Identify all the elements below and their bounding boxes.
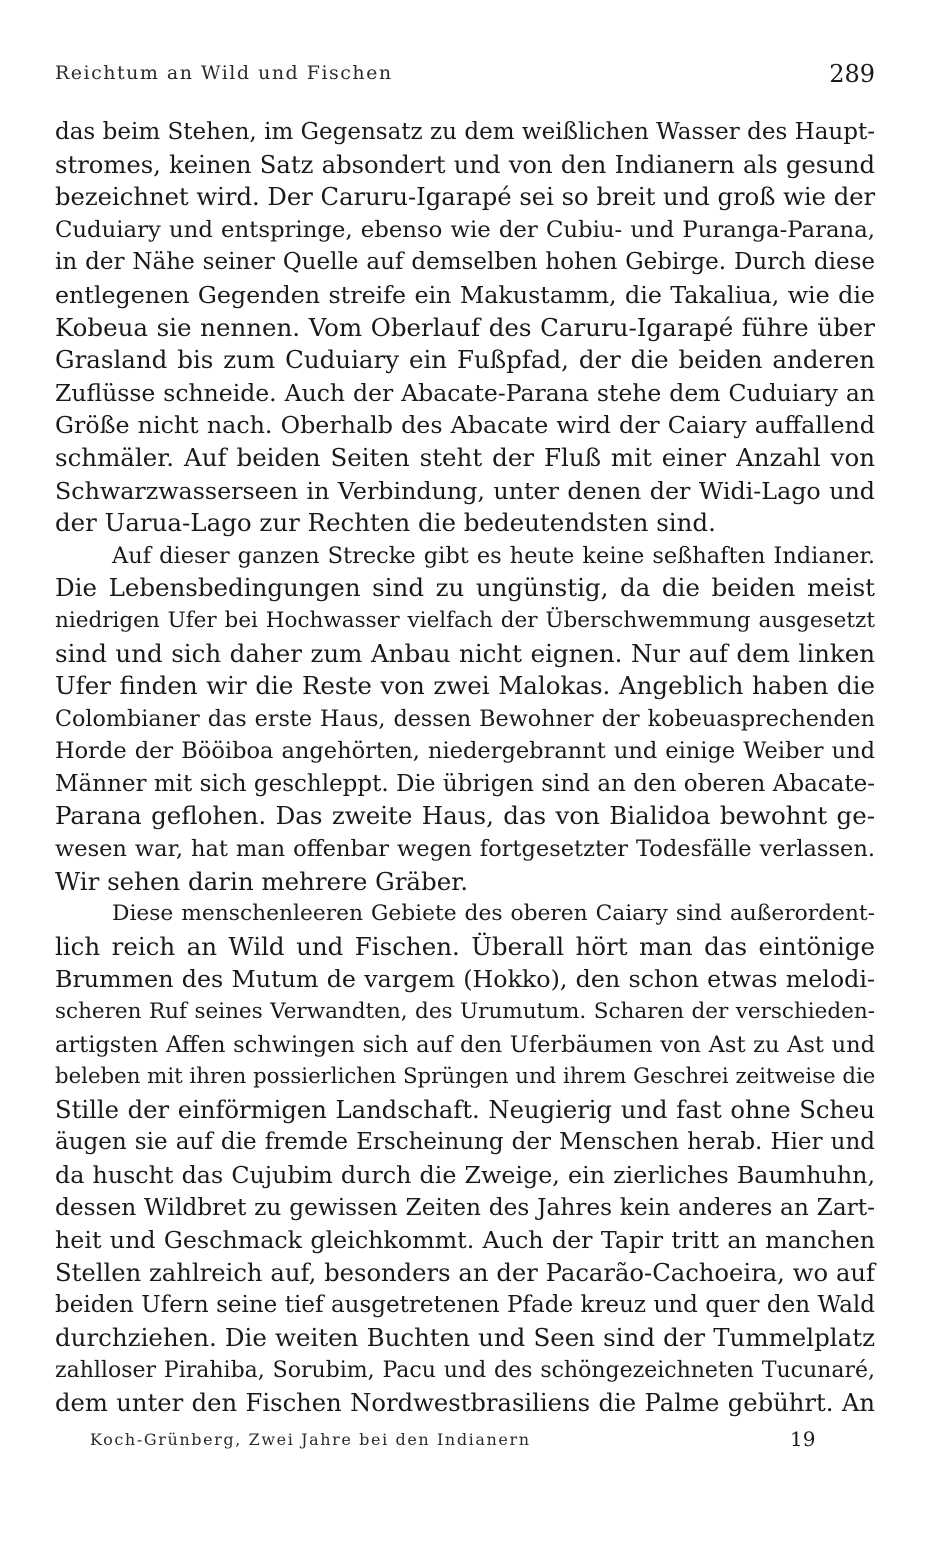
text-line: stromes, keinen Satz absondert und von den Indianern als gesund <box>55 149 875 179</box>
text-line: durchziehen. Die weiten Buchten und Seen sind der Tummelplatz <box>55 1322 875 1352</box>
text-line: äugen sie auf die fremde Erscheinung der Menschen herab. Hier und <box>55 1129 875 1156</box>
text-line: dem unter den Fischen Nordwestbrasiliens die Palme gebührt. An <box>55 1388 875 1418</box>
text-line: schmäler. Auf beiden Seiten steht der Fluß mit einer Anzahl von <box>55 442 875 472</box>
text-line: Horde der Bööiboa angehörten, niedergebrannt und einige Weiber und <box>55 738 875 765</box>
text-line: Schwarzwasserseen in Verbindung, unter denen der Widi-Lago und <box>55 476 875 505</box>
text-line: artigsten Affen schwingen sich auf den Uferbäumen von Ast zu Ast und <box>55 1031 875 1058</box>
signature-number: 19 <box>790 1427 816 1451</box>
text-line: lich reich an Wild und Fischen. Überall hört man das eintönige <box>55 931 875 961</box>
text-line: Cuduiary und entspringe, ebenso wie der Cubiu- und Puranga-Parana, <box>55 216 875 243</box>
text-line: Colombianer das erste Haus, dessen Bewohner der kobeuasprechenden <box>55 705 875 732</box>
text-line: Männer mit sich geschleppt. Die übrigen sind an den oberen Abacate- <box>55 770 875 797</box>
signature-text: Koch-Grünberg, Zwei Jahre bei den Indianern <box>90 1430 531 1449</box>
paragraph <box>55 116 875 540</box>
text-line: Stille der einförmigen Landschaft. Neugierig und fast ohne Scheu <box>55 1094 875 1124</box>
text-line: das beim Stehen, im Gegensatz zu dem weißlichen Wasser des Haupt- <box>55 119 875 145</box>
printer-signature <box>90 1427 816 1456</box>
text-line: Zuflüsse schneide. Auch der Abacate-Parana stehe dem Cuduiary an <box>55 378 875 407</box>
text-line: Brummen des Mutum de vargem (Hokko), den schon etwas melodi- <box>55 965 875 994</box>
text-line: heit und Geschmack gleichkommt. Auch der Tapir tritt an manchen <box>55 1226 875 1255</box>
running-title: Reichtum an Wild und Fischen <box>55 62 393 84</box>
text-line: Die Lebensbedingungen sind zu ungünstig, da die beiden meist <box>55 573 875 603</box>
text-line: Auf dieser ganzen Strecke gibt es heute keine seßhaften Indianer. <box>112 542 875 569</box>
text-line: Wir sehen darin mehrere Gräber. <box>55 866 469 896</box>
text-line: entlegenen Gegenden streife ein Makustamm, die Takaliua, wie die <box>55 280 875 309</box>
text-line: Größe nicht nach. Oberhalb des Abacate wird der Caiary auffallend <box>55 411 875 440</box>
text-line: Grasland bis zum Cuduiary ein Fußpfad, der die beiden anderen <box>55 345 875 375</box>
text-line: in der Nähe seiner Quelle auf demselben hohen Gebirge. Durch diese <box>55 249 875 276</box>
text-line: niedrigen Ufer bei Hochwasser vielfach der Überschwemmung ausgesetzt <box>55 607 875 633</box>
text-line: Kobeua sie nennen. Vom Oberlauf des Caruru-Igarapé führe über <box>55 312 875 342</box>
text-line: Ufer finden wir die Reste von zwei Malokas. Angeblich haben die <box>55 671 875 701</box>
text-line: zahlloser Pirahiba, Sorubim, Pacu und des schöngezeichneten Tucunaré, <box>55 1357 875 1383</box>
text-line: beleben mit ihren possierlichen Sprüngen und ihrem Geschrei zeitweise die <box>55 1064 876 1090</box>
paragraph <box>55 898 875 1420</box>
page-number: 289 <box>829 60 875 88</box>
text-line: da huscht das Cujubim durch die Zweige, ein zierliches Baumhuhn, <box>55 1161 875 1189</box>
text-line: sind und sich daher zum Anbau nicht eignen. Nur auf dem linken <box>55 638 875 668</box>
paragraph <box>55 540 875 899</box>
text-line: bezeichnet wird. Der Caruru-Igarapé sei so breit und groß wie der <box>55 182 876 212</box>
text-line: beiden Ufern seine tief ausgetretenen Pfade kreuz und quer den Wald <box>55 1292 875 1319</box>
running-head <box>55 62 875 92</box>
text-line: Stellen zahlreich auf, besonders an der Pacarão-Cachoeira, wo auf <box>55 1257 875 1287</box>
text-line: wesen war, hat man offenbar wegen fortgesetzter Todesfälle verlassen. <box>55 836 875 863</box>
text-line: dessen Wildbret zu gewissen Zeiten des Jahres kein anderes an Zart- <box>55 1193 875 1221</box>
body-text <box>55 116 875 1420</box>
text-line: Parana geflohen. Das zweite Haus, das von Bialidoa bewohnt ge- <box>55 801 875 831</box>
text-line: scheren Ruf seines Verwandten, des Urumutum. Scharen der verschieden- <box>55 999 875 1025</box>
text-line: der Uarua-Lago zur Rechten die bedeutendsten sind. <box>55 508 716 538</box>
text-line: Diese menschenleeren Gebiete des oberen Caiary sind außerordent- <box>112 901 875 927</box>
